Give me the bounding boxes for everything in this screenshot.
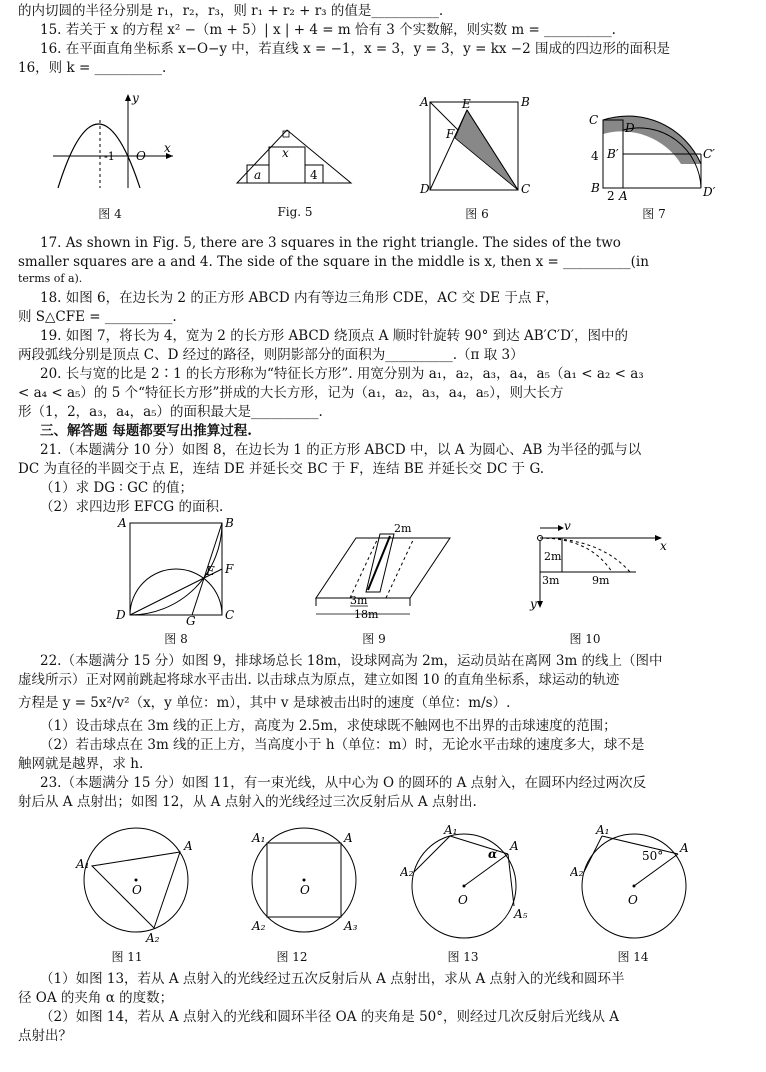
fig8-C-label: C	[225, 608, 235, 622]
question-15: 15. 若关于 x 的方程 x² −（m + 5）| x | + 4 = m 恰有 3 个实数解，则实数 m = __________.	[40, 22, 616, 38]
fig10-v-label: v	[564, 520, 571, 533]
fig11-caption: 图 11	[111, 950, 143, 964]
fig7-two-label: 2	[607, 189, 615, 200]
fig4-origin-label: O	[136, 149, 146, 163]
fig14-angle-label: 50°	[642, 849, 664, 863]
fig12-A2-label: A₂	[252, 919, 266, 933]
fig8-A-label: A	[118, 516, 127, 530]
fig13-alpha-label: α	[488, 847, 498, 861]
fig4-caption: 图 4	[98, 207, 122, 221]
figure-12	[240, 820, 370, 945]
fig11-O-label: O	[132, 883, 142, 897]
fig11-A2-label: A₂	[146, 931, 160, 945]
figure-7	[585, 104, 720, 200]
question-18: 18. 如图 6，在边长为 2 的正方形 ABCD 内有等边三角形 CDE，AC 交 DE 于点 F，	[40, 290, 559, 306]
text-line: 径 OA 的夹角 α 的度数；	[18, 990, 174, 1006]
fig6-D-label: D	[420, 182, 430, 194]
fig7-caption: 图 7	[642, 207, 666, 221]
fig7-four-label: 4	[591, 149, 599, 163]
fig9-3m-label: 3m	[350, 594, 368, 607]
fig14-A1-label: A₁	[596, 823, 610, 837]
fig7-D-label: D	[625, 121, 635, 135]
fig13-A2-label: A₂	[400, 865, 414, 879]
text-line: 射后从 A 点射出；如图 12，从 A 点射入的光线经过三次反射后从 A 点射出.	[18, 794, 477, 810]
text-line: DC 为直径的半圆交于点 E，连结 DE 并延长交 BC 于 F，连结 BE 并延长交 DC 于 G.	[18, 461, 545, 477]
fig8-F-label: F	[225, 562, 234, 576]
fig14-A2-label: A₂	[570, 865, 584, 879]
fig12-A3-label: A₃	[344, 919, 358, 933]
question-16: 16. 在平面直角坐标系 x−O−y 中，若直线 x = −1，x = 3，y = 3，y = kx −2 围成的四边形的面积是	[40, 41, 670, 57]
text-line: smaller squares are a and 4. The side of the square in the middle is x, then x = __________(in	[18, 254, 649, 270]
fig13-A1-label: A₁	[444, 823, 458, 837]
question-23: 23.（本题满分 15 分）如图 11，有一束光线，从中心为 O 的圆环的 A 点射入，在圆环内经过两次反	[40, 775, 647, 791]
figure-14	[570, 820, 705, 945]
text-line: 则 S△CFE = __________.	[18, 309, 177, 325]
text-line: （1）求 DG ∶ GC 的值；	[40, 480, 193, 496]
fig8-caption: 图 8	[164, 632, 188, 646]
fig8-B-label: B	[225, 516, 234, 530]
fig9-net-label: 2m	[394, 522, 412, 535]
fig7-B-label: B	[591, 181, 600, 195]
fig13-A5-label: A₅	[514, 907, 528, 921]
text-line: （2）若击球点在 3m 线的正上方，当高度小于 h（单位：m）时，无论水平击球的速度多大，球不是	[40, 737, 645, 753]
fig9-18m-label: 18m	[354, 608, 379, 620]
fig8-D-label: D	[116, 608, 126, 622]
text-line: 形（1，2，a₃，a₄，a₅）的面积最大是__________.	[18, 404, 323, 420]
fig7-C-label: C	[589, 113, 599, 127]
fig13-A-label: A	[510, 839, 519, 853]
figure-10	[520, 520, 670, 620]
fig6-F-label: F	[446, 127, 455, 141]
fig8-E-label: E	[206, 564, 215, 578]
text-line: （1）如图 13，若从 A 点射入的光线经过五次反射后从 A 点射出，求从 A 点射入的光线和圆环半	[40, 971, 625, 987]
fig13-O-label: O	[458, 893, 468, 907]
question-22: 22.（本题满分 15 分）如图 9，排球场总长 18m，设球网高为 2m，运动员站在离网 3m 的线上（图中	[40, 653, 663, 669]
fig11-A1-label: A₁	[76, 857, 90, 871]
fig7-Cprime-label: C′	[703, 147, 715, 161]
fig10-y-label: y	[530, 597, 537, 611]
fig12-A1-label: A₁	[252, 831, 266, 845]
fig7-A-label: A	[619, 189, 628, 200]
fig9-caption: 图 9	[362, 632, 386, 646]
fig6-E-label: E	[462, 97, 471, 111]
fig5-a-label: a	[254, 168, 262, 182]
fig12-caption: 图 12	[276, 950, 308, 964]
question-17: 17. As shown in Fig. 5, there are 3 squares in the right triangle. The sides of the two	[40, 235, 621, 251]
text-line: terms of a).	[18, 272, 83, 285]
fig7-Bprime-label: B′	[607, 147, 619, 161]
fig5-x-label: x	[282, 146, 289, 160]
fig10-caption: 图 10	[569, 632, 601, 646]
figure-6	[418, 94, 536, 194]
figure-13	[400, 820, 530, 945]
figure-9	[310, 520, 460, 620]
fig10-2m-label: 2m	[544, 550, 562, 563]
text-line: 触网就是越界，求 h.	[18, 756, 144, 772]
fig5-four-label: 4	[310, 168, 318, 182]
text-line: 的内切圆的半径分别是 r₁，r₂，r₃，则 r₁ + r₂ + r₃ 的值是__________.	[18, 3, 444, 19]
figure-11	[72, 820, 202, 945]
text-line: （1）设击球点在 3m 线的正上方，高度为 2.5m，求使球既不触网也不出界的击球速度的范围；	[40, 718, 617, 734]
fig6-C-label: C	[521, 182, 531, 194]
question-19: 19. 如图 7，将长为 4，宽为 2 的长方形 ABCD 绕顶点 A 顺时针旋转 90° 到达 AB′C′D′，图中的	[40, 328, 629, 344]
fig14-A-label: A	[680, 841, 689, 855]
question-20: 20. 长与宽的比是 2∶1 的长方形称为“特征长方形”. 用宽分别为 a₁，a₂，a₃，a₄，a₅（a₁ < a₂ < a₃	[40, 366, 644, 382]
text-line: （2）如图 14，若从 A 点射入的光线和圆环半径 OA 的夹角是 50°，则经过几次反射后光线从 A	[40, 1009, 620, 1025]
fig4-y-label: y	[132, 91, 139, 105]
fig4-x-label: x	[164, 141, 171, 155]
fig6-caption: 图 6	[465, 207, 489, 221]
question-21: 21.（本题满分 10 分）如图 8，在边长为 1 的正方形 ABCD 中，以 A 为圆心、AB 为半径的弧与以	[40, 442, 642, 458]
fig14-O-label: O	[628, 893, 638, 907]
fig6-B-label: B	[521, 95, 530, 109]
fig14-caption: 图 14	[617, 950, 649, 964]
section-heading: 三、解答题 每题都要写出推算过程.	[40, 423, 252, 439]
text-line: 方程是 y = 5x²/v²（x，y 单位：m），其中 v 是球被击出时的速度（单位：m/s）.	[18, 695, 511, 711]
fig6-A-label: A	[420, 95, 429, 109]
text-line: 点射出？	[18, 1028, 72, 1044]
fig12-A-label: A	[344, 831, 353, 845]
text-line: 虚线所示）正对网前跳起将球水平击出. 以击球点为原点，建立如图 10 的直角坐标系，球运动的轨迹	[18, 672, 620, 688]
text-line: 两段弧线分别是顶点 C、D 经过的路径，则阴影部分的面积为__________.（π 取 3）	[18, 347, 524, 363]
fig12-O-label: O	[300, 883, 310, 897]
fig4-minus1-label: -1	[104, 150, 115, 163]
fig10-3m-label: 3m	[542, 574, 560, 587]
fig13-caption: 图 13	[447, 950, 479, 964]
figure-8	[112, 515, 242, 625]
text-line: < a₄ < a₅）的 5 个“特征长方形”拼成的大长方形，记为（a₁，a₂，a₃，a₄，a₅），则大长方	[18, 385, 564, 401]
figure-4	[48, 90, 178, 190]
fig10-x-label: x	[660, 539, 667, 553]
fig10-9m-label: 9m	[592, 574, 610, 587]
fig7-Dprime-label: D′	[703, 185, 716, 199]
figure-5	[235, 125, 355, 187]
fig8-G-label: G	[186, 614, 196, 625]
fig5-caption: Fig. 5	[277, 205, 313, 219]
fig11-A-label: A	[184, 839, 193, 853]
text-line: （2）求四边形 EFCG 的面积.	[40, 499, 224, 515]
text-line: 16，则 k = __________.	[18, 60, 167, 76]
